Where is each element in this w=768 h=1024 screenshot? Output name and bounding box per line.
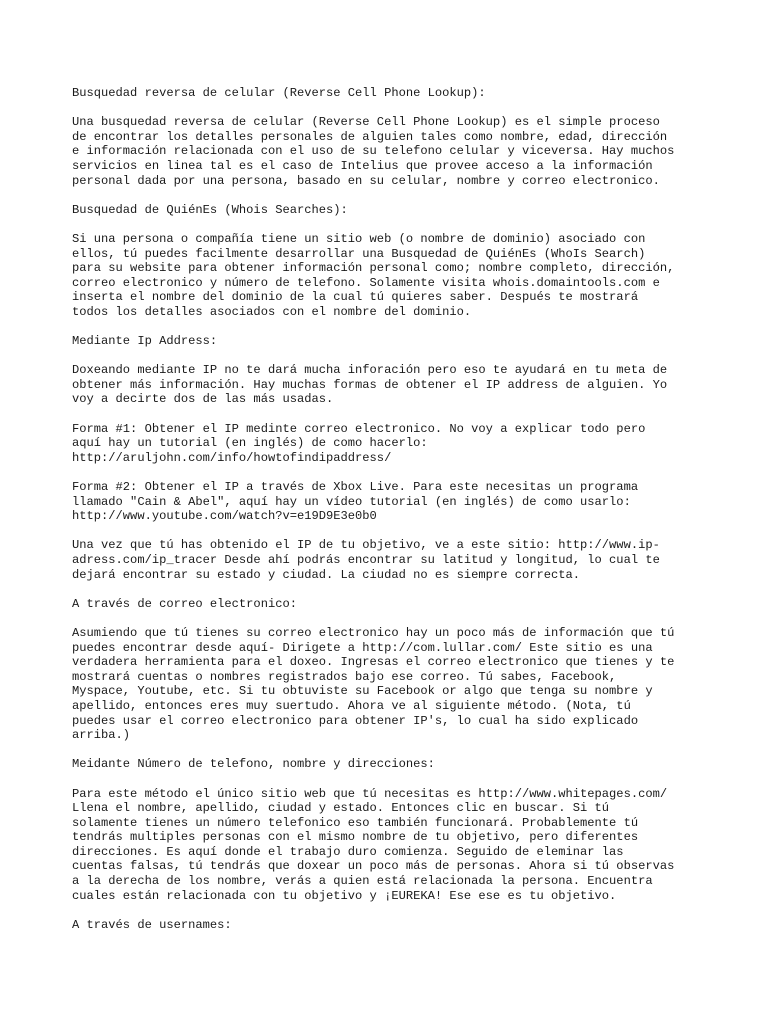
paragraph-email: Asumiendo que tú tienes su correo electronico hay un poco más de información que tú puedes encontrar desde aquí- Dirigete a http://com.lullar.com/ Este sitio es una verdadera herramienta para el doxeo. Ingresas el correo electronico que tienes y te mostrará cuentas o nombres registrados bajo ese correo. Tú sabes, Facebook, Myspace, Youtube, etc. Si tu obtuviste su Facebook or algo que tenga su nombre y apellido, entonces eres muy suertudo. Ahora ve al siguiente método. (Nota, tú puedes usar el correo electronico para obtener IP's, lo cual ha sido explicado arriba.) bbox=[72, 625, 675, 743]
paragraph-whois: Si una persona o compañía tiene un sitio web (o nombre de dominio) asociado con ellos, tú puedes facilmente desarrollar una Busquedad de QuiénEs (WhoIs Search) para su website para obtener información personal como; nombre completo, dirección, correo electronico y número de telefono. Solamente visita whois.domaintools.com e inserta el nombre del dominio de la cual tú quieres saber. Después te mostrará todos los detalles asociados con el nombre del dominio. bbox=[72, 231, 675, 319]
paragraph-ip-tracer: Una vez que tú has obtenido el IP de tu objetivo, ve a este sitio: http://www.ip- adress.com/ip_tracer Desde ahí podrás encontrar su latitud y longitud, lo cual te dejará encontrar su estado y ciudad. La ciudad no es siempre correcta. bbox=[72, 538, 660, 582]
paragraph-whitepages: Para este método el único sitio web que tú necesitas es http://www.whitepages.com/ Llena el nombre, apellido, ciudad y estado. Entonces clic en buscar. Si tú solamente tienes un número telefonico eso también funcionará. Probablemente tú tendrás multiples personas con el mismo nombre de tu objetivo, pero diferentes direcciones. Es aquí donde el trabajo duro comienza. Seguido de eleminar las cuentas falsas, tú tendrás que doxear un poco más de personas. Ahora si tú observas a la derecha de los nombre, verás a quien está relacionada la persona. Encuentra cuales están relacionada con tu objetivo y ¡EUREKA! Ese ese es tu objetivo. bbox=[72, 786, 675, 903]
section-heading-phone-name-address: Meidante Número de telefono, nombre y direcciones: bbox=[72, 757, 435, 772]
section-heading-reverse-cell-lookup: Busquedad reversa de celular (Reverse Cell Phone Lookup): bbox=[72, 86, 486, 100]
section-heading-whois: Busquedad de QuiénEs (Whois Searches): bbox=[72, 202, 348, 217]
document-page bbox=[72, 86, 696, 947]
paragraph-reverse-cell-lookup: Una busquedad reversa de celular (Reverse Cell Phone Lookup) es el simple proceso de encontrar los detalles personales de alguien tales como nombre, edad, dirección e información relacionada con el uso de su telefono celular y viceversa. Hay muchos servicios en linea tal es el caso de Intelius que provee acceso a la información personal dada por una persona, basado en su celular, nombre y correo electronico. bbox=[72, 115, 675, 188]
section-heading-ip-address: Mediante Ip Address: bbox=[72, 334, 218, 349]
paragraph-forma-1: Forma #1: Obtener el IP medinte correo electronico. No voy a explicar todo pero aquí hay un tutorial (en inglés) de como hacerlo: http://aruljohn.com/info/howtofindipaddress/ bbox=[72, 421, 646, 465]
paragraph-forma-2: Forma #2: Obtener el IP a través de Xbox Live. Para este necesitas un programa llamado "Cain & Abel", aquí hay un vídeo tutorial (en inglés) de como usarlo: http://www.youtube.com/watch?v=e19D9E3e0b0 bbox=[72, 480, 639, 524]
section-heading-usernames: A través de usernames: bbox=[72, 917, 232, 932]
paragraph-ip-intro: Doxeando mediante IP no te dará mucha inforación pero eso te ayudará en tu meta de obtener más información. Hay muchas formas de obtener el IP address de alguien. Yo voy a decirte dos de las más usadas. bbox=[72, 363, 668, 407]
section-heading-email: A través de correo electronico: bbox=[72, 596, 297, 611]
